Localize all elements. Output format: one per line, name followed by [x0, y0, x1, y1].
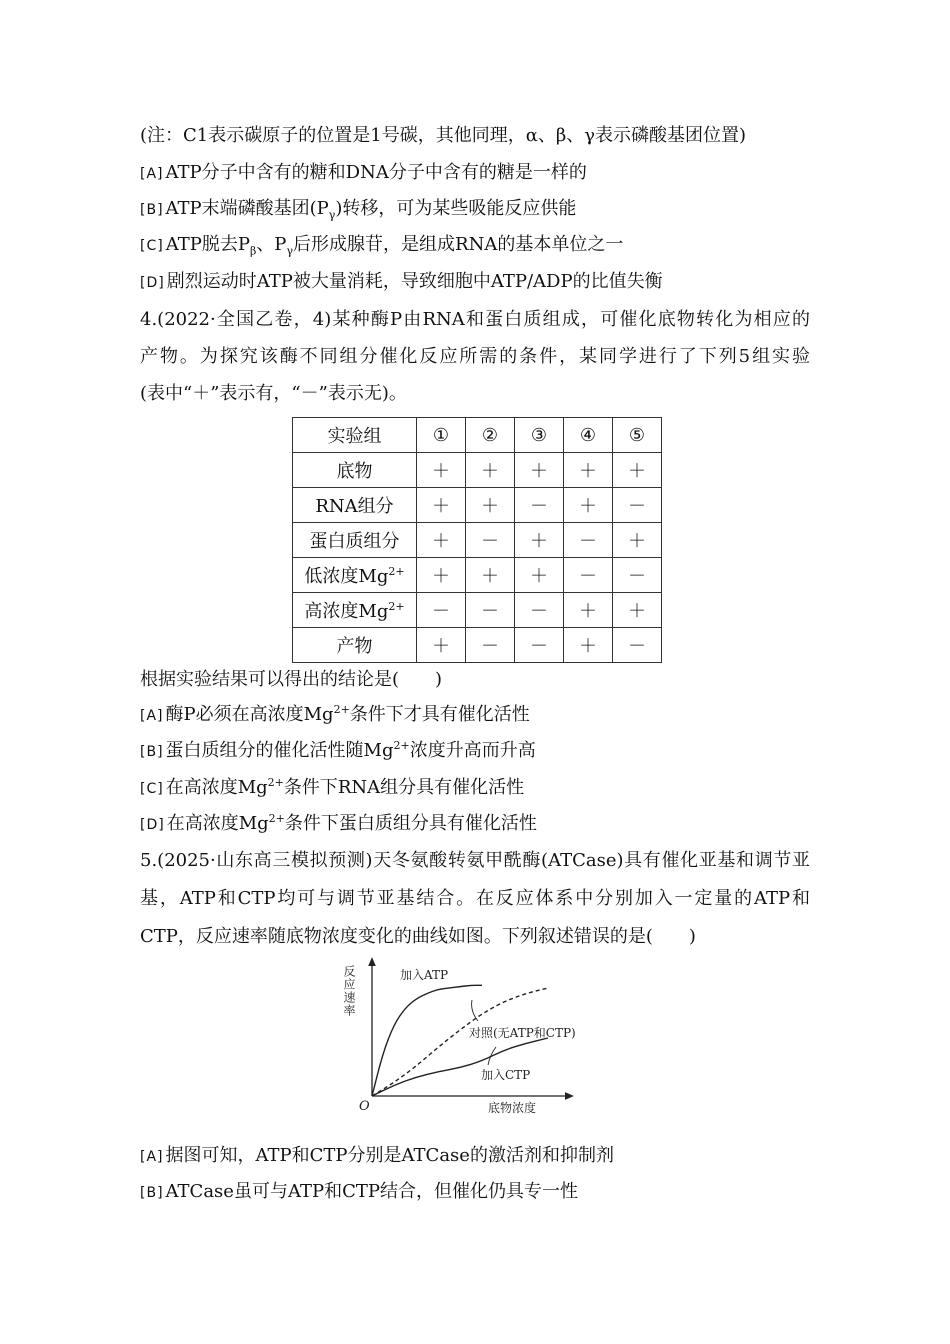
option-text: ATP末端磷酸基团(P: [165, 198, 329, 219]
table-cell: －: [466, 523, 515, 558]
table-cell: ＋: [613, 593, 662, 628]
superscript: 2+: [333, 703, 350, 716]
superscript: 2+: [388, 565, 405, 578]
table-row: [293, 523, 662, 558]
table-cell: ＋: [466, 558, 515, 593]
table-cell: －: [564, 558, 613, 593]
option-text: ATCase虽可与ATP和CTP结合，但催化仍具专一性: [165, 1181, 578, 1202]
table-cell: －: [613, 488, 662, 523]
row-label: RNA组分: [293, 488, 417, 523]
series-label-control: 对照(无ATP和CTP): [469, 1026, 576, 1040]
series-label-ctp: 加入CTP: [481, 1068, 531, 1082]
option-text: 剧烈运动时ATP被大量消耗，导致细胞中ATP/ADP的比值失衡: [166, 271, 663, 292]
table-header-cell: 实验组: [293, 418, 417, 453]
reaction-rate-chart: [340, 955, 610, 1125]
y-axis-label: 反应速率: [342, 965, 356, 1017]
row-label-text: 高浓度Mg: [304, 601, 389, 622]
table-cell: ＋: [466, 488, 515, 523]
q5-option-b[interactable]: [140, 1180, 578, 1205]
table-row: [293, 628, 662, 663]
table-cell: －: [466, 628, 515, 663]
q3-option-d[interactable]: [140, 270, 663, 295]
option-tag: [A]: [140, 708, 164, 724]
table-cell: －: [515, 628, 564, 663]
superscript: 2+: [388, 600, 405, 613]
option-text: 在高浓度Mg: [165, 777, 268, 798]
table-cell: －: [515, 488, 564, 523]
option-tag: [C]: [140, 781, 164, 797]
table-header-cell: ②: [466, 418, 515, 453]
control-pointer-line: [472, 1000, 478, 1021]
table-cell: ＋: [417, 488, 466, 523]
experiment-table: [292, 417, 662, 663]
table-header-row: [293, 418, 662, 453]
option-text: ATP分子中含有的糖和DNA分子中含有的糖是一样的: [165, 162, 587, 183]
table-cell: －: [613, 628, 662, 663]
table-cell: ＋: [515, 453, 564, 488]
option-text: ATP脱去P: [165, 234, 250, 255]
subscript: β: [249, 244, 257, 258]
q3-option-c[interactable]: [140, 233, 623, 258]
option-tag: [B]: [140, 202, 164, 218]
table-cell: ＋: [564, 488, 613, 523]
origin-label: O: [359, 1099, 370, 1114]
q3-option-a[interactable]: [140, 161, 587, 186]
table-cell: －: [466, 593, 515, 628]
q5-stem-line2: 基，ATP和CTP均可与调节亚基结合。在反应体系中分别加入一定量的ATP和: [140, 888, 810, 909]
series-label-atp: 加入ATP: [400, 968, 449, 982]
q4-stem-line3: (表中“＋”表示有，“－”表示无)。: [140, 383, 407, 404]
option-tag: [D]: [140, 817, 165, 833]
q4-option-b[interactable]: [140, 739, 536, 764]
option-text: 据图可知，ATP和CTP分别是ATCase的激活剂和抑制剂: [165, 1145, 614, 1166]
table-cell: －: [613, 558, 662, 593]
table-cell: ＋: [515, 523, 564, 558]
table-cell: －: [564, 523, 613, 558]
superscript: 2+: [393, 739, 410, 752]
superscript: 2+: [267, 776, 284, 789]
table-cell: ＋: [515, 558, 564, 593]
option-tag: [B]: [140, 744, 164, 760]
table-cell: －: [515, 593, 564, 628]
option-text: 条件下蛋白质组分具有催化活性: [284, 813, 537, 834]
subscript: γ: [286, 244, 294, 258]
q5-stem-line1: 5.(2025·山东高三模拟预测)天冬氨酸转氨甲酰酶(ATCase)具有催化亚基和调节亚: [140, 850, 810, 871]
option-tag: [A]: [140, 1149, 164, 1165]
q4-option-c[interactable]: [140, 776, 524, 801]
table-cell: ＋: [417, 628, 466, 663]
row-label: 底物: [293, 453, 417, 488]
table-header-cell: ④: [564, 418, 613, 453]
table-row: [293, 593, 662, 628]
table-row: [293, 488, 662, 523]
q3-option-b[interactable]: [140, 197, 576, 222]
q4-option-a[interactable]: [140, 703, 530, 728]
q5-stem-line3: CTP，反应速率随底物浓度变化的曲线如图。下列叙述错误的是( ): [140, 926, 696, 947]
superscript: 2+: [268, 812, 285, 825]
table-cell: ＋: [564, 628, 613, 663]
subscript: γ: [328, 208, 336, 222]
table-row: [293, 558, 662, 593]
q4-question: 根据实验结果可以得出的结论是( ): [140, 669, 443, 690]
row-label: [293, 593, 417, 628]
option-tag: [C]: [140, 238, 164, 254]
row-label: [293, 558, 417, 593]
row-label-text: 低浓度Mg: [304, 566, 389, 587]
series-line-ctp: [372, 1038, 548, 1096]
option-tag: [A]: [140, 166, 164, 182]
table-cell: ＋: [466, 453, 515, 488]
option-text: 、P: [256, 234, 287, 255]
table-cell: ＋: [417, 558, 466, 593]
option-text: 在高浓度Mg: [166, 813, 269, 834]
table-cell: ＋: [613, 453, 662, 488]
series-line-atp: [372, 985, 482, 1096]
table-header-cell: ③: [515, 418, 564, 453]
table-cell: ＋: [613, 523, 662, 558]
q4-stem-line1: 4.(2022·全国乙卷，4)某种酶P由RNA和蛋白质组成，可催化底物转化为相应的: [140, 309, 810, 330]
option-text: 条件下RNA组分具有催化活性: [283, 777, 525, 798]
option-tag: [B]: [140, 1185, 164, 1201]
option-text: 蛋白质组分的催化活性随Mg: [165, 740, 394, 761]
q4-option-d[interactable]: [140, 812, 537, 837]
table-header-cell: ⑤: [613, 418, 662, 453]
q4-stem-line2: 产物。为探究该酶不同组分催化反应所需的条件，某同学进行了下列5组实验: [140, 346, 810, 367]
q5-option-a[interactable]: [140, 1144, 614, 1169]
option-text: 条件下才具有催化活性: [349, 704, 530, 725]
option-text: 浓度升高而升高: [409, 740, 536, 761]
option-text: 酶P必须在高浓度Mg: [165, 704, 334, 725]
table-cell: ＋: [417, 453, 466, 488]
table-cell: ＋: [564, 453, 613, 488]
table-row: [293, 453, 662, 488]
q3-note: (注：C1表示碳原子的位置是1号碳，其他同理，α、β、γ表示磷酸基团位置): [140, 125, 747, 146]
option-tag: [D]: [140, 275, 165, 291]
option-text: 后形成腺苷，是组成RNA的基本单位之一: [293, 234, 624, 255]
table-header-cell: ①: [417, 418, 466, 453]
row-label: 蛋白质组分: [293, 523, 417, 558]
table-cell: ＋: [564, 593, 613, 628]
x-axis-label: 底物浓度: [488, 1101, 537, 1115]
option-text: )转移，可为某些吸能反应供能: [335, 198, 577, 219]
table-cell: －: [417, 593, 466, 628]
row-label: 产物: [293, 628, 417, 663]
table-cell: ＋: [417, 523, 466, 558]
